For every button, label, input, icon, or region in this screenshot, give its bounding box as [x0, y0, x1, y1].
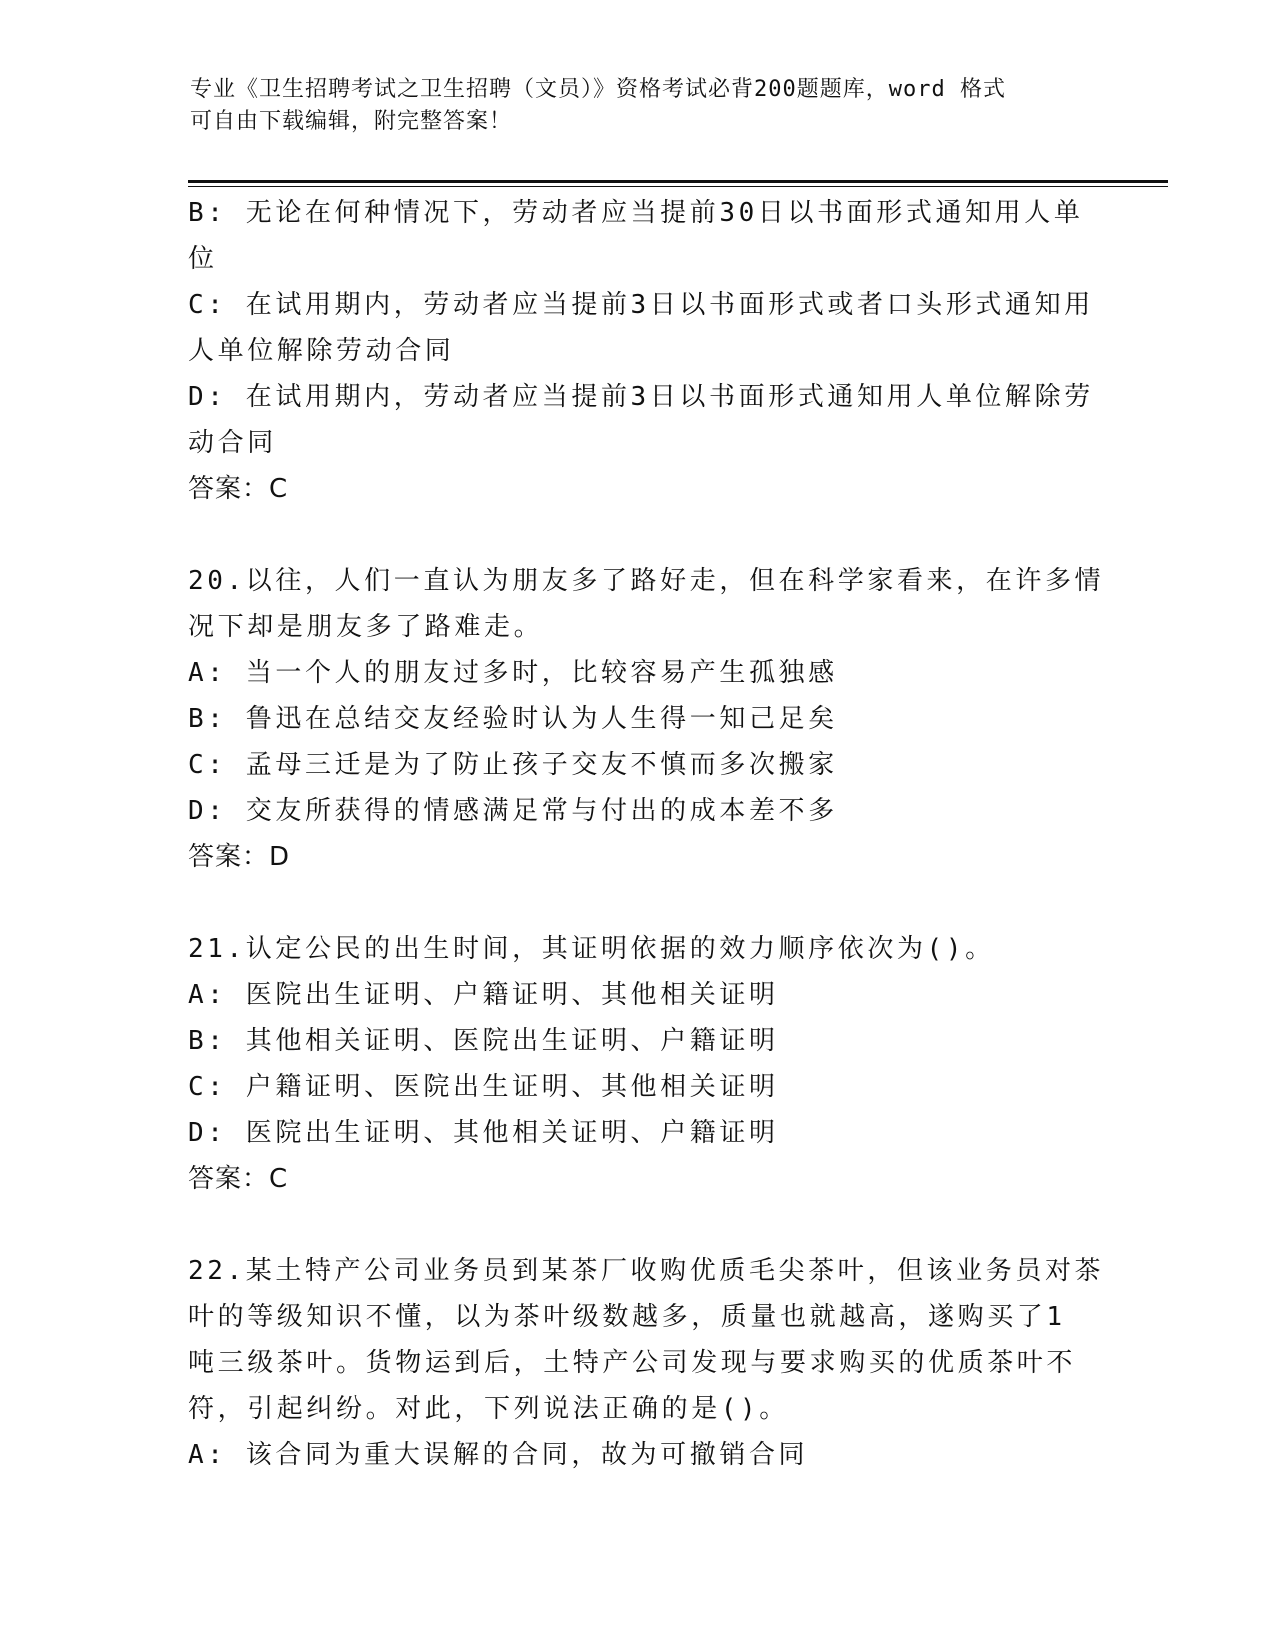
- q19-option-d-line-1: D: 在试用期内，劳动者应当提前3日以书面形式通知用人单位解除劳: [188, 382, 1094, 412]
- question-20: [188, 558, 1105, 880]
- q19-option-c-line-2: 人单位解除劳动合同: [188, 336, 455, 366]
- q20-option-a: A: 当一个人的朋友过多时，比较容易产生孤独感: [188, 658, 838, 688]
- q22-stem-line-2: 叶的等级知识不懂，以为茶叶级数越多，质量也就越高，遂购买了1: [188, 1302, 1066, 1332]
- q21-option-d: D: 医院出生证明、其他相关证明、户籍证明: [188, 1118, 779, 1148]
- q22-stem-line-3: 吨三级茶叶。货物运到后，土特产公司发现与要求购买的优质茶叶不: [188, 1348, 1077, 1378]
- q19-option-b-line-1: B: 无论在何种情况下，劳动者应当提前30日以书面形式通知用人单: [188, 198, 1084, 228]
- q21-option-b: B: 其他相关证明、医院出生证明、户籍证明: [188, 1026, 779, 1056]
- q19-option-b-line-2: 位: [188, 244, 218, 274]
- q21-stem: 21.认定公民的出生时间，其证明依据的效力顺序依次为()。: [188, 934, 995, 964]
- header-rule-thin: [188, 186, 1168, 187]
- document-header: [190, 74, 1090, 138]
- q20-option-d: D: 交友所获得的情感满足常与付出的成本差不多: [188, 796, 838, 826]
- q20-stem-line-1: 20.以往，人们一直认为朋友多了路好走，但在科学家看来，在许多情: [188, 566, 1105, 596]
- q22-stem-line-4: 符，引起纠纷。对此，下列说法正确的是()。: [188, 1394, 789, 1424]
- header-title-line-2: 可自由下载编辑，附完整答案！: [190, 109, 513, 134]
- q19-answer: 答案：C: [188, 474, 289, 504]
- q20-answer: 答案：D: [188, 842, 291, 872]
- q21-option-c: C: 户籍证明、医院出生证明、其他相关证明: [188, 1072, 779, 1102]
- q20-option-c: C: 孟母三迁是为了防止孩子交友不慎而多次搬家: [188, 750, 838, 780]
- document-body: [188, 190, 1105, 1478]
- header-title-line-1: 专业《卫生招聘考试之卫生招聘（文员）》资格考试必背200题题库，word 格式: [190, 77, 1006, 102]
- q22-stem-line-1: 22.某土特产公司业务员到某茶厂收购优质毛尖茶叶，但该业务员对茶: [188, 1256, 1105, 1286]
- q20-option-b: B: 鲁迅在总结交友经验时认为人生得一知己足矣: [188, 704, 838, 734]
- spacer: [188, 880, 1088, 926]
- header-rule-thick: [188, 180, 1168, 183]
- spacer: [188, 512, 1088, 558]
- q19-option-d-line-2: 动合同: [188, 428, 277, 458]
- question-19: [188, 190, 1094, 512]
- q20-stem-line-2: 况下却是朋友多了路难走。: [188, 612, 544, 642]
- question-22: [188, 1248, 1105, 1478]
- question-21: [188, 926, 1088, 1202]
- q19-option-c-line-1: C: 在试用期内，劳动者应当提前3日以书面形式或者口头形式通知用: [188, 290, 1094, 320]
- q21-answer: 答案：C: [188, 1164, 289, 1194]
- q21-option-a: A: 医院出生证明、户籍证明、其他相关证明: [188, 980, 779, 1010]
- spacer: [188, 1202, 1088, 1248]
- q22-option-a: A: 该合同为重大误解的合同，故为可撤销合同: [188, 1440, 809, 1470]
